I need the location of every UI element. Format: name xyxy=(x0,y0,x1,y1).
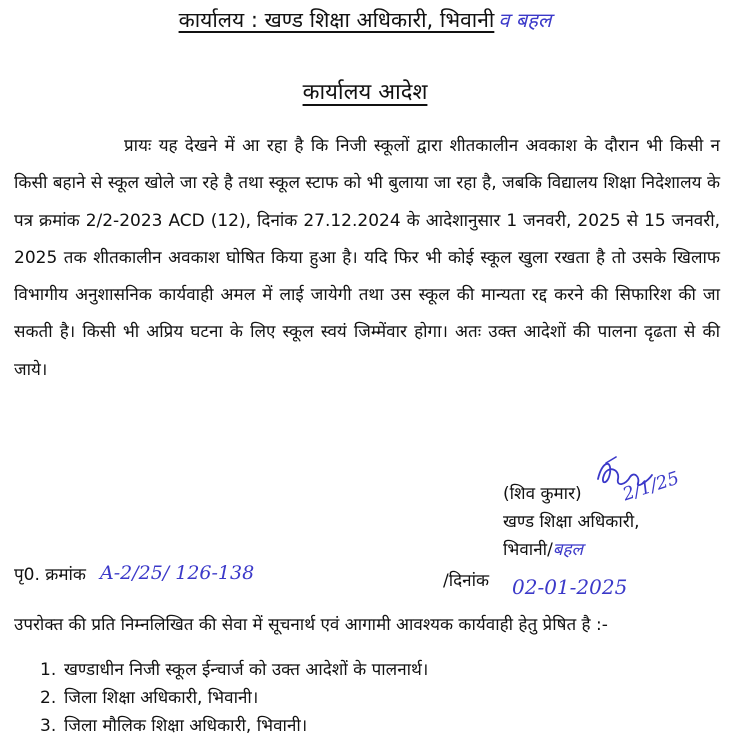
reference-date-label: /दिनांक xyxy=(443,571,490,591)
reference-number: A-2/25/ 126-138 xyxy=(100,562,255,584)
recipient-list xyxy=(40,656,428,740)
reference-date: 02-01-2025 xyxy=(512,575,628,599)
handwritten-place-header: व बहल xyxy=(498,8,552,32)
signatory-designation: खण्ड शिक्षा अधिकारी, xyxy=(503,512,640,532)
list-item: 2. जिला शिक्षा अधिकारी, भिवानी। xyxy=(40,688,259,708)
order-title: कार्यालय आदेश xyxy=(302,80,428,105)
signatory-place: भिवानी xyxy=(503,540,548,560)
signature-block xyxy=(503,480,640,564)
order-body: प्रायः यह देखने में आ रहा है कि निजी स्कूलों द्वारा शीतकालीन अवकाश के दौरान भी किसी न किसी बहाने से स्कूल खोले जा रहे है तथा स्कूल स्टाफ को भी बुलाया जा रहा है, जबकि विद्यालय शिक्षा निदेशालय के पत्र क्रमांक 2/2-2023 ACD (12), दिनांक 27.12.2024 के आदेशानुसार 1 जनवरी, 2025 से 15 जनवरी, 2025 तक शीतकालीन अवकाश घोषित किया हुआ है। यदि फिर भी कोई स्कूल खुला रखता है तो उसके खिलाफ विभागीय अनुशासनिक कार्यवाही अमल में लाई जायेगी तथा उस स्कूल की मान्यता रद्द करने की सिफारिश की जा सकती है। किसी भी अप्रिय घटना के लिए स्कूल स्वयं जिम्मेंवार होगा। अतः उक्त आदेशों की पालना दृढता से की जाये। xyxy=(14,136,720,380)
signature-date: 2/1/25 xyxy=(620,467,682,506)
reference-label: पृ0. क्रमांक xyxy=(14,565,86,585)
signatory-place-row: भिवानी/बहल xyxy=(503,540,584,560)
list-item: 3. जिला मौलिक शिक्षा अधिकारी, भिवानी। xyxy=(40,716,308,736)
office-header xyxy=(0,6,730,34)
copy-forward-line: उपरोक्त की प्रति निम्नलिखित की सेवा में सूचनार्थ एवं आगामी आवश्यक कार्यवाही हेतु प्रेषित है :- xyxy=(14,615,608,635)
list-item: 1. खण्डाधीन निजी स्कूल ईन्चार्ज को उक्त आदेशों के पालनार्थ। xyxy=(40,660,429,680)
office-title: कार्यालय : खण्ड शिक्षा अधिकारी, भिवानी xyxy=(178,8,495,32)
signatory-name: (शिव कुमार) xyxy=(503,484,582,504)
signatory-handwritten-place: बहल xyxy=(552,540,584,560)
